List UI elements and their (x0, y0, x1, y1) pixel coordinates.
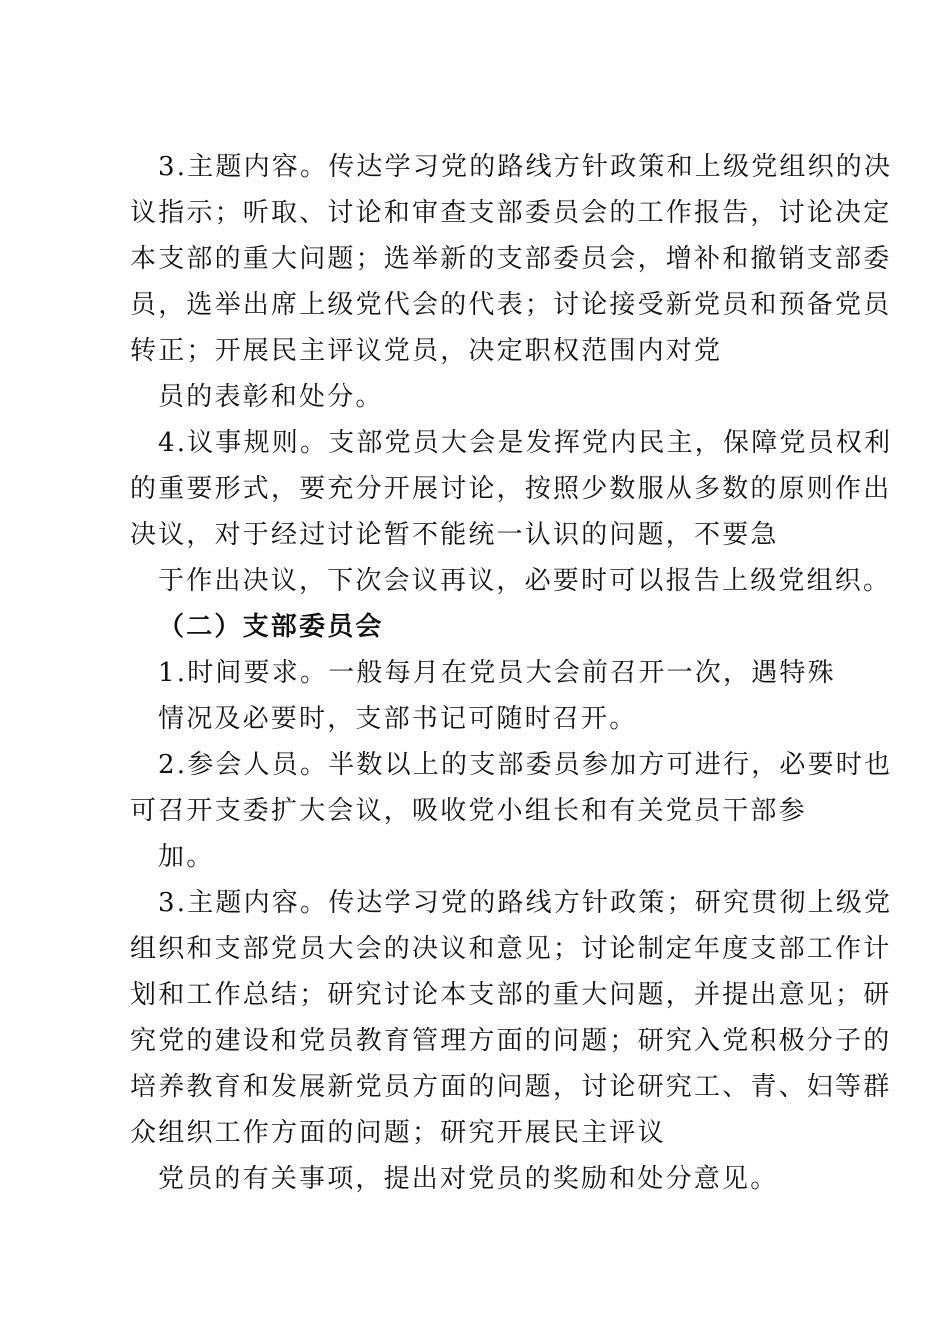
text-line: 员的表彰和处分。 (158, 382, 384, 412)
text-line: 划和工作总结；研究讨论本支部的重大问题，并提出意见；研 (130, 980, 892, 1010)
text-line: 的重要形式，要充分开展讨论，按照少数服从多数的原则作出 (130, 474, 892, 504)
text-line: 本支部的重大问题；选举新的支部委员会，增补和撤销支部委 (130, 244, 892, 274)
text-line: 于作出决议，下次会议再议，必要时可以报告上级党组织。 (158, 566, 892, 596)
section-heading: （二）支部委员会 (158, 612, 384, 642)
text-line: 3.主题内容。传达学习党的路线方针政策；研究贯彻上级党 (158, 888, 893, 918)
text-line: 党员的有关事项，提出对党员的奖励和处分意见。 (158, 1164, 779, 1194)
text-line: 情况及必要时，支部书记可随时召开。 (158, 704, 638, 734)
text-line: 众组织工作方面的问题；研究开展民主评议 (130, 1118, 666, 1148)
text-line: 1.时间要求。一般每月在党员大会前召开一次，遇特殊 (158, 658, 836, 688)
text-line: 决议，对于经过讨论暂不能统一认识的问题，不要急 (130, 520, 779, 550)
text-line: 培养教育和发展新党员方面的问题，讨论研究工、青、妇等群 (130, 1072, 892, 1102)
text-line: 究党的建设和党员教育管理方面的问题；研究入党积极分子的 (130, 1026, 892, 1056)
text-line: 转正；开展民主评议党员，决定职权范围内对党 (130, 336, 723, 366)
text-line: 3.主题内容。传达学习党的路线方针政策和上级党组织的决 (158, 152, 893, 182)
text-line: 可召开支委扩大会议，吸收党小组长和有关党员干部参 (130, 796, 807, 826)
text-line: 组织和支部党员大会的决议和意见；讨论制定年度支部工作计 (130, 934, 892, 964)
text-line: 4.议事规则。支部党员大会是发挥党内民主，保障党员权利 (158, 428, 893, 458)
text-line: 议指示；听取、讨论和审查支部委员会的工作报告，讨论决定 (130, 198, 892, 228)
text-line: 员，选举出席上级党代会的代表；讨论接受新党员和预备党员 (130, 290, 892, 320)
text-line: 加。 (158, 842, 215, 872)
text-line: 2.参会人员。半数以上的支部委员参加方可进行，必要时也 (158, 750, 893, 780)
